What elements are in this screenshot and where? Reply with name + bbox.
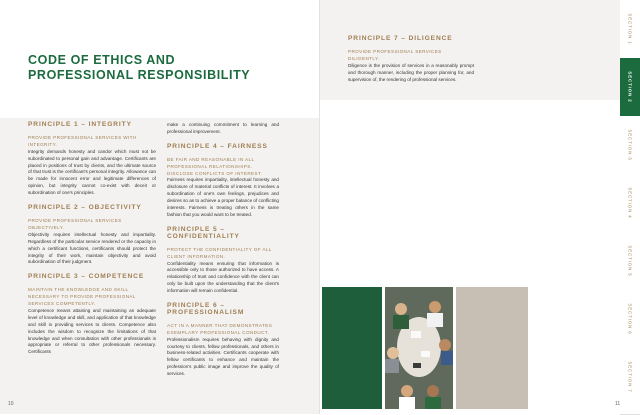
principle-5-text: Confidentiality means ensuring that information is accessible only to those authorized to have access. A relationship of trust and confidence with the client can only be built upon the understanding that the client's information will remain confidential. — [167, 260, 279, 294]
principle-2-heading: PRINCIPLE 2 – OBJECTIVITY — [28, 204, 142, 212]
column-middle — [167, 122, 279, 386]
principle-4-text: Fairness requires impartiality, intellectual honesty and disclosure of material conflicts of interest. It involves a subordination of one's own feelings, prejudices and desires so as to achieve a proper balance of conflicting interests. Fairness is treating others in the same fashion that you would want to be treated. — [167, 177, 279, 217]
principle-3-text-continued: make a continuing commitment to learning and professional improvement. — [167, 122, 279, 134]
meeting-photo — [385, 287, 453, 409]
column-left — [28, 122, 156, 364]
tab-section-5-label: SECTION 5 — [627, 245, 633, 277]
document-title — [28, 53, 288, 83]
tab-section-3[interactable] — [620, 116, 640, 175]
left-page — [0, 0, 320, 414]
meeting-photo-illustration — [385, 287, 453, 409]
principle-3-subheading: MAINTAIN THE KNOWLEDGE AND SKILL NECESSARY TO PROVIDE PROFESSIONAL SERVICES COMPETENTLY. — [28, 287, 136, 307]
tab-section-7-label: SECTION 7 — [627, 361, 633, 393]
tab-section-2[interactable] — [620, 58, 640, 117]
tab-section-4-label: SECTION 4 — [627, 187, 633, 219]
principle-6-text: Professionalism requires behaving with dignity and courtesy to clients, fellow professionals, and others in business-related activities. Certificants cooperate with fellow certificants to enhance and maintain the profession's public image and improve the quality of services. — [167, 336, 279, 377]
beige-color-block — [456, 287, 528, 409]
principle-4-subheading: BE FAIR AND REASONABLE IN ALL PROFESSIONAL RELATIONSHIPS. DISCLOSE CONFLICTS OF INTEREST. — [167, 156, 263, 176]
principle-5-subheading: PROTECT THE CONFIDENTIALITY OF ALL CLIENT INFORMATION. — [167, 246, 272, 259]
principle-1-text: Integrity demands honesty and candor which must not be subordinated to personal gain and advantage. Certificants are placed in positions of trust by clients, and the ultimate source of that trust is the certificant's personal integrity. Allowance can be made for innocent error and legitimate differences of opinion, but integrity cannot co-exist with deceit or subordination of one's principles. — [28, 148, 156, 196]
principle-3-heading: PRINCIPLE 3 – COMPETENCE — [28, 273, 145, 281]
principle-7-subheading: PROVIDE PROFESSIONAL SERVICES DILIGENTLY. — [348, 48, 442, 61]
principle-1-subheading: PROVIDE PROFESSIONAL SERVICES WITH INTEGRITY. — [28, 134, 137, 147]
tab-section-2-label: SECTION 2 — [627, 71, 633, 103]
principle-7-heading: PRINCIPLE 7 – DILIGENCE — [348, 35, 453, 42]
tab-section-7[interactable] — [620, 348, 640, 415]
tab-section-5[interactable] — [620, 232, 640, 291]
title-line-1: CODE OF ETHICS AND — [28, 53, 176, 67]
principle-2-subheading: PROVIDE PROFESSIONAL SERVICES OBJECTIVELY. — [28, 217, 122, 230]
page-number-right: 11 — [615, 401, 621, 407]
column-right — [348, 36, 474, 91]
principle-7-text: Diligence is the provision of services in a reasonably prompt and thorough manner, including the proper planning for, and supervision of, the rendering of professional services. — [348, 62, 474, 82]
principle-4-heading: PRINCIPLE 4 – FAIRNESS — [167, 142, 268, 150]
section-tabs — [620, 0, 640, 414]
principle-2-text: Objectivity requires intellectual honesty and impartiality. Regardless of the particular service rendered or the capacity in which a certificant functions, certificants should protect the integrity of their work, maintain objectivity and avoid subordination of their judgment. — [28, 231, 156, 265]
principle-5-heading: PRINCIPLE 5 – CONFIDENTIALITY — [167, 225, 240, 240]
green-color-block — [322, 287, 382, 409]
tab-section-6-label: SECTION 6 — [627, 303, 633, 335]
page-number-left: 10 — [8, 401, 14, 407]
tab-section-1-label: SECTION 1 — [627, 13, 633, 45]
principle-6-heading: PRINCIPLE 6 – PROFESSIONALISM — [167, 302, 245, 316]
tab-section-1[interactable] — [620, 0, 640, 59]
tab-section-6[interactable] — [620, 290, 640, 349]
principle-3-text: Competence means attaining and maintaining an adequate level of knowledge and skill, and application of that knowledge and skill in providing services to clients. Competence also includes the wisdom to recognize the limitations of that knowledge and when consultation with other professionals is appropriate or referral to other professionals necessary. Certificants — [28, 307, 156, 355]
tab-section-4[interactable] — [620, 174, 640, 233]
principle-1-heading: PRINCIPLE 1 – INTEGRITY — [28, 121, 132, 128]
principle-6-subheading: ACT IN A MANNER THAT DEMONSTRATES EXEMPLARY PROFESSIONAL CONDUCT. — [167, 322, 273, 335]
title-line-2: PROFESSIONAL RESPONSIBILITY — [28, 68, 251, 82]
tab-section-3-label: SECTION 3 — [627, 129, 633, 161]
